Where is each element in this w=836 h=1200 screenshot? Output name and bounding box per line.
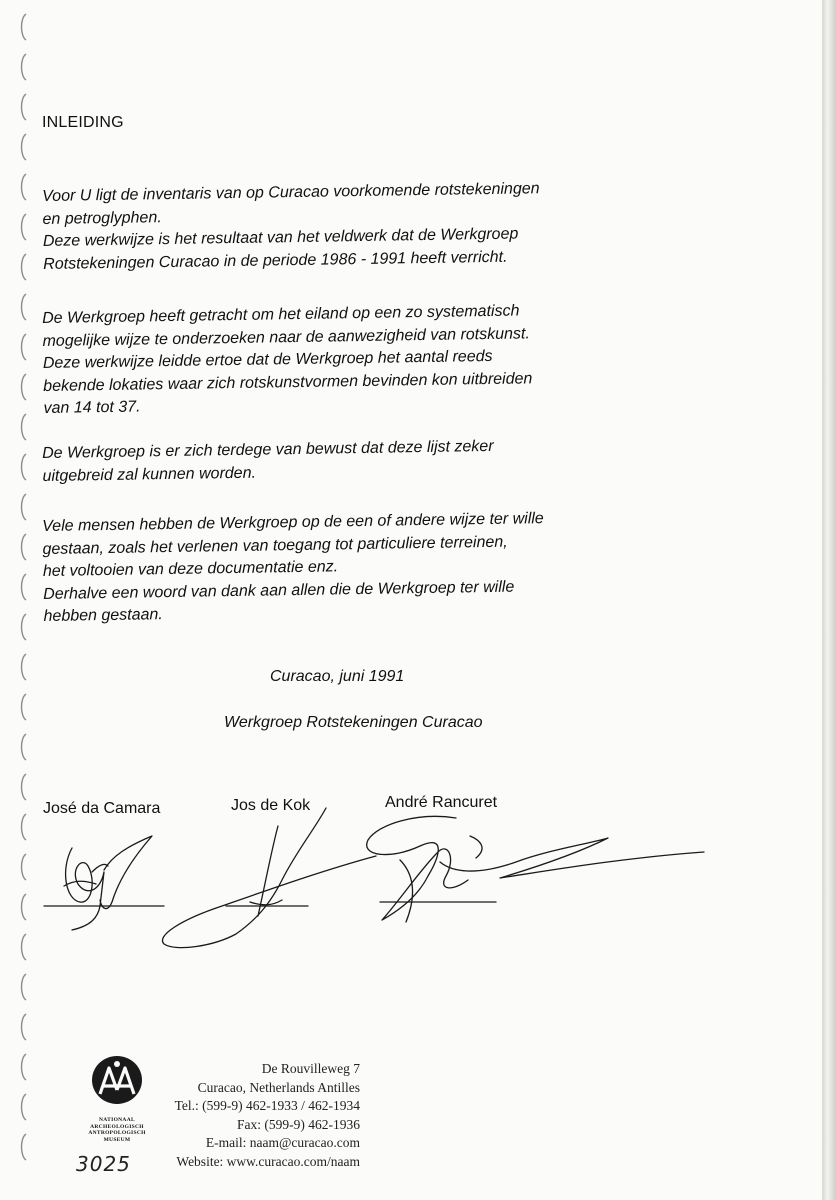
address-email: E-mail: naam@curacao.com <box>205 1135 360 1150</box>
binding-hole <box>22 174 27 200</box>
address-phone: Tel.: (599-9) 462-1933 / 462-1934 <box>174 1098 360 1113</box>
binding-hole <box>22 54 27 80</box>
address-line: De Rouvilleweg 7 <box>261 1061 360 1076</box>
signature-jose-da-camara <box>44 836 164 930</box>
binding-hole <box>22 734 27 760</box>
text-line: mogelijke wijze te onderzoeken naar de aanwezigheid van rotskunst. <box>42 324 530 350</box>
paragraph-3 <box>42 433 663 488</box>
logo-caption-line: NATIONAAL <box>99 1117 135 1123</box>
address-line: Curacao, Netherlands Antilles <box>197 1079 360 1095</box>
binding-hole <box>22 334 27 360</box>
paragraph-4 <box>42 506 664 628</box>
signature-jos-de-kok <box>162 808 376 948</box>
text-line: De Werkgroep heeft getracht om het eiland op een zo systematisch <box>42 302 520 327</box>
address-website: Website: www.curacao.com/naam <box>176 1153 360 1169</box>
heading: INLEIDING <box>42 114 124 131</box>
text-line: Deze werkwijze is het resultaat van het veldwerk dat de Werkgroep <box>42 225 519 250</box>
signatory-name: André Rancuret <box>385 794 498 811</box>
text-line: Rotstekeningen Curacao in de periode 1986 - 1991 heeft verricht. <box>43 248 508 273</box>
binding-hole <box>22 294 27 320</box>
signatory-name: José da Camara <box>43 800 161 817</box>
paragraph-2 <box>42 298 664 420</box>
binding-hole <box>22 14 27 40</box>
text-line: uitgebreid zal kunnen worden. <box>42 464 257 485</box>
binding-hole <box>22 454 27 480</box>
text-line: Derhalve een woord van dank aan allen die de Werkgroep ter wille <box>43 578 515 603</box>
text-line: Vele mensen hebben de Werkgroep op de een of andere wijze ter wille <box>42 510 544 535</box>
binding-hole <box>22 774 27 800</box>
text-line: het voltooien van deze documentatie enz. <box>42 558 339 580</box>
binding-hole <box>22 694 27 720</box>
binding-hole <box>22 614 27 640</box>
binding-hole <box>22 1094 27 1120</box>
text-line: gestaan, zoals het verlenen van toegang tot particuliere terreinen, <box>42 533 508 558</box>
binding-hole <box>22 1134 27 1160</box>
paragraph-1 <box>42 176 663 276</box>
binding-holes <box>14 10 36 1170</box>
text-line: hebben gestaan. <box>43 606 163 625</box>
place-date: Curacao, juni 1991 <box>270 668 405 685</box>
address-fax: Fax: (599-9) 462-1936 <box>237 1116 360 1132</box>
text-line: Deze werkwijze leidde ertoe dat de Werkgroep het aantal reeds <box>42 347 493 372</box>
binding-hole <box>22 94 27 120</box>
binding-hole <box>22 974 27 1000</box>
binding-hole <box>22 1054 27 1080</box>
binding-hole <box>22 854 27 880</box>
binding-hole <box>22 134 27 160</box>
organisation-name: Werkgroep Rotstekeningen Curacao <box>224 714 483 731</box>
logo-caption-line: MUSEUM <box>103 1136 131 1143</box>
binding-hole <box>22 534 27 560</box>
binding-hole <box>22 494 27 520</box>
binding-hole <box>22 374 27 400</box>
binding-hole <box>22 814 27 840</box>
binding-hole <box>22 414 27 440</box>
binding-hole <box>22 214 27 240</box>
binding-hole <box>22 654 27 680</box>
handwritten-number: 3025 <box>76 1152 131 1176</box>
binding-hole <box>22 894 27 920</box>
binding-hole <box>22 574 27 600</box>
page-edge <box>822 0 836 1200</box>
text-line: bekende lokaties waar zich rotskunstvormen bevinden kon uitbreiden <box>43 369 533 395</box>
binding-hole <box>22 1014 27 1040</box>
address-block <box>130 1060 360 1171</box>
logo-caption-line: ARCHEOLOGISCH <box>90 1123 144 1130</box>
text-line: De Werkgroep is er zich terdege van bewust dat deze lijst zeker <box>42 437 494 462</box>
logo-caption-line: ANTROPOLOGISCH <box>88 1130 146 1136</box>
binding-hole <box>22 934 27 960</box>
text-line: van 14 tot 37. <box>43 398 141 417</box>
text-line: en petroglyphen. <box>42 208 162 228</box>
signatory-name: Jos de Kok <box>231 797 311 814</box>
text-line: Voor U ligt de inventaris van op Curacao voorkomende rotstekeningen <box>42 180 540 205</box>
binding-hole <box>22 254 27 280</box>
signature-andre-rancuret <box>367 816 704 922</box>
